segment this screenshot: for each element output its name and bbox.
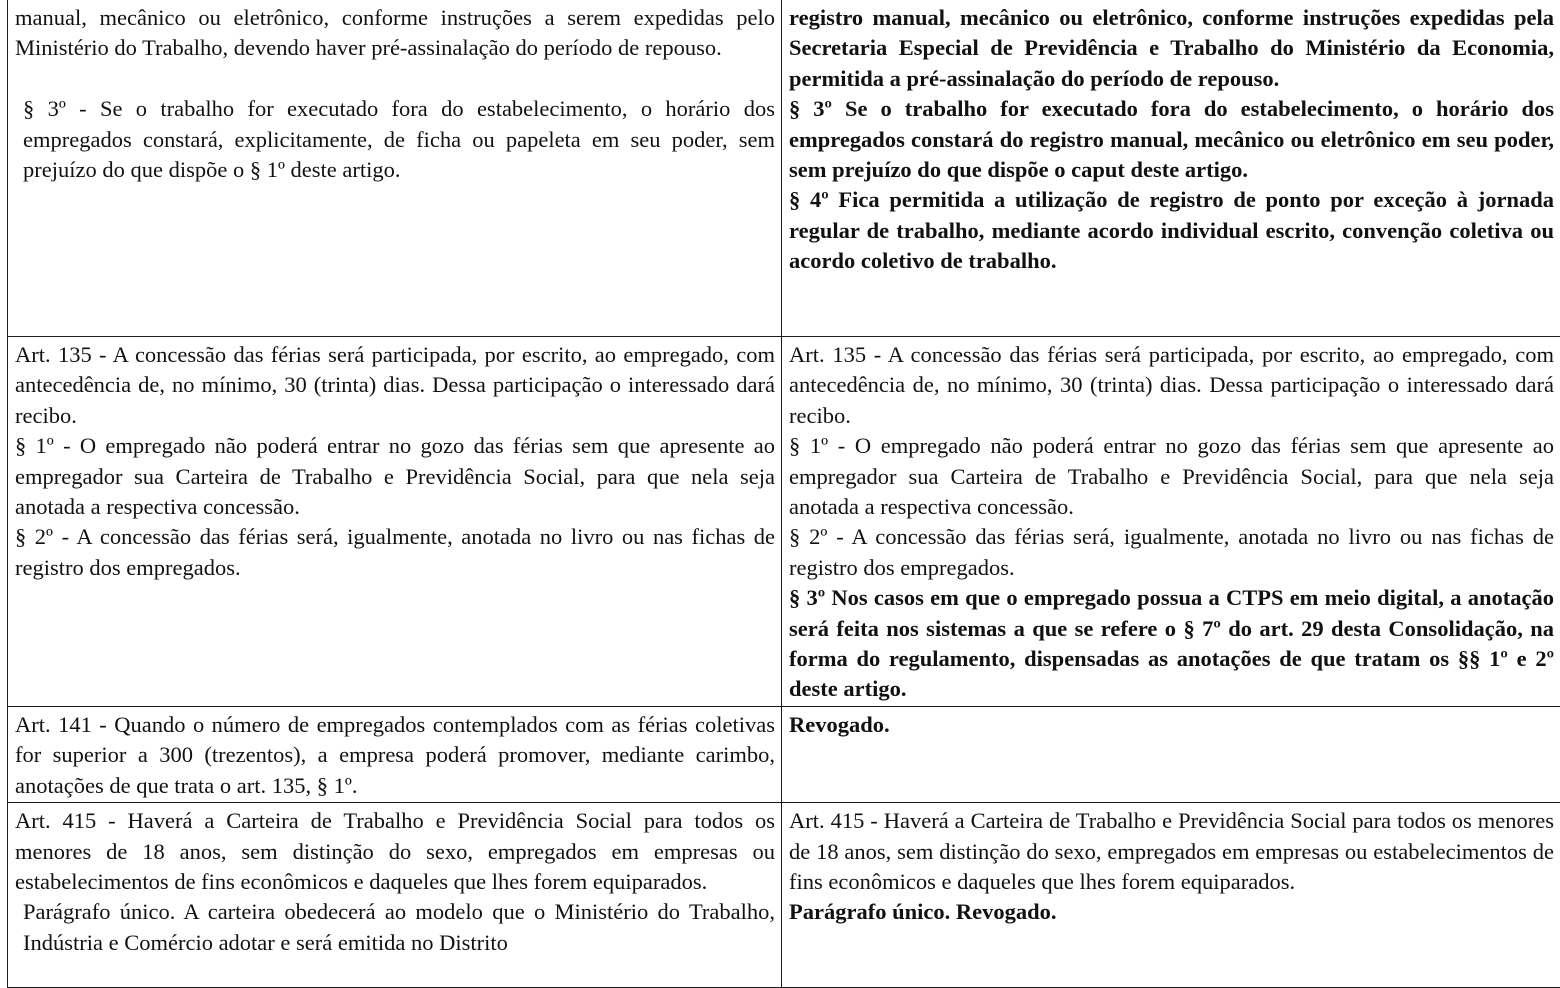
paragraph: manual, mecânico ou eletrônico, conforme instruções a serem expedidas pelo Ministério do Trabalho, devendo haver pré-assinalação do período de repouso. — [15, 3, 775, 64]
paragraph: § 2º - A concessão das férias será, igualmente, anotada no livro ou nas fichas de registro dos empregados. — [789, 522, 1554, 583]
new-text-cell — [782, 337, 1560, 707]
paragraph: Art. 135 - A concessão das férias será participada, por escrito, ao empregado, com antecedência de, no mínimo, 30 (trinta) dias. Dessa participação o interessado dará recibo. — [789, 340, 1554, 431]
table-row — [8, 337, 1560, 707]
new-text-cell — [782, 706, 1560, 802]
paragraph: Art. 415 - Haverá a Carteira de Trabalho e Previdência Social para todos os menores de 18 anos, sem distinção do sexo, empregados em empresas ou estabelecimentos de fins econômicos e daqueles que lhes forem equiparados. — [789, 806, 1554, 897]
table-row — [8, 706, 1560, 802]
paragraph: Art. 141 - Quando o número de empregados contemplados com as férias coletivas for superior a 300 (trezentos), a empresa poderá promover, mediante carimbo, anotações de que trata o art. 135, § 1º. — [15, 710, 775, 801]
paragraph-gap — [15, 64, 775, 94]
new-text-cell — [782, 0, 1560, 337]
paragraph: § 2º - A concessão das férias será, igualmente, anotada no livro ou nas fichas de registro dos empregados. — [15, 522, 775, 583]
paragraph: § 3º - Se o trabalho for executado fora do estabelecimento, o horário dos empregados constará, explicitamente, de ficha ou papeleta em seu poder, sem prejuízo do que dispõe o § 1º deste artigo. — [15, 94, 775, 185]
paragraph: Parágrafo único. Revogado. — [789, 897, 1554, 927]
paragraph: § 4º Fica permitida a utilização de registro de ponto por exceção à jornada regular de trabalho, mediante acordo individual escrito, convenção coletiva ou acordo coletivo de trabalho. — [789, 185, 1554, 276]
old-text-cell — [8, 0, 782, 337]
paragraph: registro manual, mecânico ou eletrônico, conforme instruções expedidas pela Secretaria Especial de Previdência e Trabalho do Ministério da Economia, permitida a pré-assinalação do período de repouso. — [789, 3, 1554, 94]
paragraph: § 1º - O empregado não poderá entrar no gozo das férias sem que apresente ao empregador sua Carteira de Trabalho e Previdência Social, para que nela seja anotada a respectiva concessão. — [789, 431, 1554, 522]
paragraph: Parágrafo único. A carteira obedecerá ao modelo que o Ministério do Trabalho, Indústria e Comércio adotar e será emitida no Distrito — [15, 897, 775, 958]
old-text-cell — [8, 803, 782, 988]
comparison-table — [7, 0, 1560, 988]
table-row — [8, 0, 1560, 337]
new-text-cell — [782, 803, 1560, 988]
paragraph: Art. 135 - A concessão das férias será participada, por escrito, ao empregado, com antecedência de, no mínimo, 30 (trinta) dias. Dessa participação o interessado dará recibo. — [15, 340, 775, 431]
table-row — [8, 803, 1560, 988]
paragraph: § 1º - O empregado não poderá entrar no gozo das férias sem que apresente ao empregador sua Carteira de Trabalho e Previdência Social, para que nela seja anotada a respectiva concessão. — [15, 431, 775, 522]
old-text-cell — [8, 337, 782, 707]
paragraph: Art. 415 - Haverá a Carteira de Trabalho e Previdência Social para todos os menores de 18 anos, sem distinção do sexo, empregados em empresas ou estabelecimentos de fins econômicos e daqueles que lhes forem equiparados. — [15, 806, 775, 897]
paragraph: § 3º Se o trabalho for executado fora do estabelecimento, o horário dos empregados constará do registro manual, mecânico ou eletrônico em seu poder, sem prejuízo do que dispõe o caput deste artigo. — [789, 94, 1554, 185]
paragraph: Revogado. — [789, 710, 1554, 740]
old-text-cell — [8, 706, 782, 802]
paragraph: § 3º Nos casos em que o empregado possua a CTPS em meio digital, a anotação será feita nos sistemas a que se refere o § 7º do art. 29 desta Consolidação, na forma do regulamento, dispensadas as anotações de que tratam os §§ 1º e 2º deste artigo. — [789, 583, 1554, 705]
